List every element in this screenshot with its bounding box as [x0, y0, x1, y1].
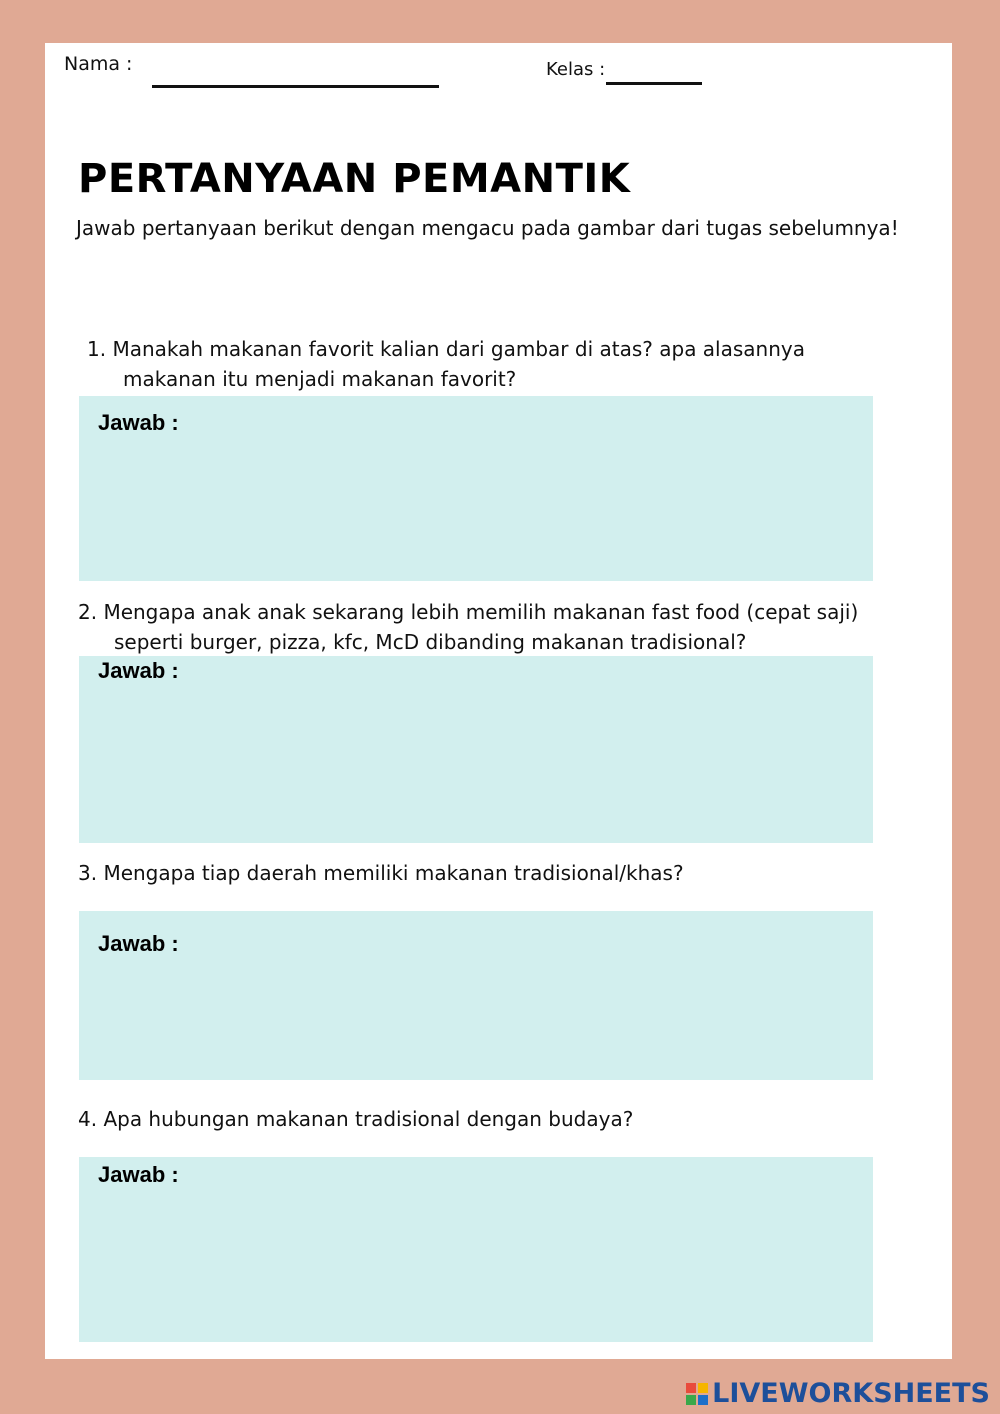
question-3-line-1: 3. Mengapa tiap daerah memiliki makanan tradisional/khas?	[78, 861, 684, 885]
answer-input-2[interactable]	[98, 706, 854, 829]
answer-label-1: Jawab :	[98, 410, 179, 435]
answer-input-3[interactable]	[98, 961, 854, 1066]
question-4-line-1: 4. Apa hubungan makanan tradisional dengan budaya?	[78, 1107, 634, 1131]
logo-square-yellow	[698, 1383, 708, 1393]
liveworksheets-branding[interactable]	[686, 1378, 990, 1409]
answer-label-4: Jawab :	[98, 1162, 179, 1187]
page-title: PERTANYAAN PEMANTIK	[78, 156, 631, 202]
instruction-text: Jawab pertanyaan berikut dengan mengacu pada gambar dari tugas sebelumnya!	[76, 216, 899, 240]
answer-box-2[interactable]	[79, 656, 873, 843]
name-input-line[interactable]	[152, 85, 439, 88]
logo-square-green	[686, 1395, 696, 1405]
answer-input-1[interactable]	[98, 446, 854, 567]
answer-box-4[interactable]	[79, 1157, 873, 1342]
logo-square-red	[686, 1383, 696, 1393]
question-3	[78, 858, 684, 888]
brand-text: LIVEWORKSHEETS	[712, 1378, 990, 1409]
name-label: Nama :	[64, 53, 133, 75]
answer-box-3[interactable]	[79, 911, 873, 1080]
question-2	[78, 597, 858, 657]
worksheet-page	[45, 43, 952, 1359]
question-1-line-1: 1. Manakah makanan favorit kalian dari gambar di atas? apa alasannya	[87, 337, 805, 361]
answer-box-1[interactable]	[79, 396, 873, 581]
answer-label-3: Jawab :	[98, 931, 179, 956]
logo-square-blue	[698, 1395, 708, 1405]
question-2-line-1: 2. Mengapa anak anak sekarang lebih memilih makanan fast food (cepat saji)	[78, 600, 859, 624]
question-2-line-2: seperti burger, pizza, kfc, McD dibanding makanan tradisional?	[114, 630, 747, 654]
class-input-line[interactable]	[606, 82, 702, 85]
question-1-line-2: makanan itu menjadi makanan favorit?	[123, 367, 517, 391]
class-label: Kelas :	[546, 59, 606, 80]
answer-label-2: Jawab :	[98, 658, 179, 683]
liveworksheets-logo-icon	[686, 1383, 708, 1405]
answer-input-4[interactable]	[98, 1207, 854, 1328]
question-1	[87, 334, 805, 394]
question-4	[78, 1104, 633, 1134]
